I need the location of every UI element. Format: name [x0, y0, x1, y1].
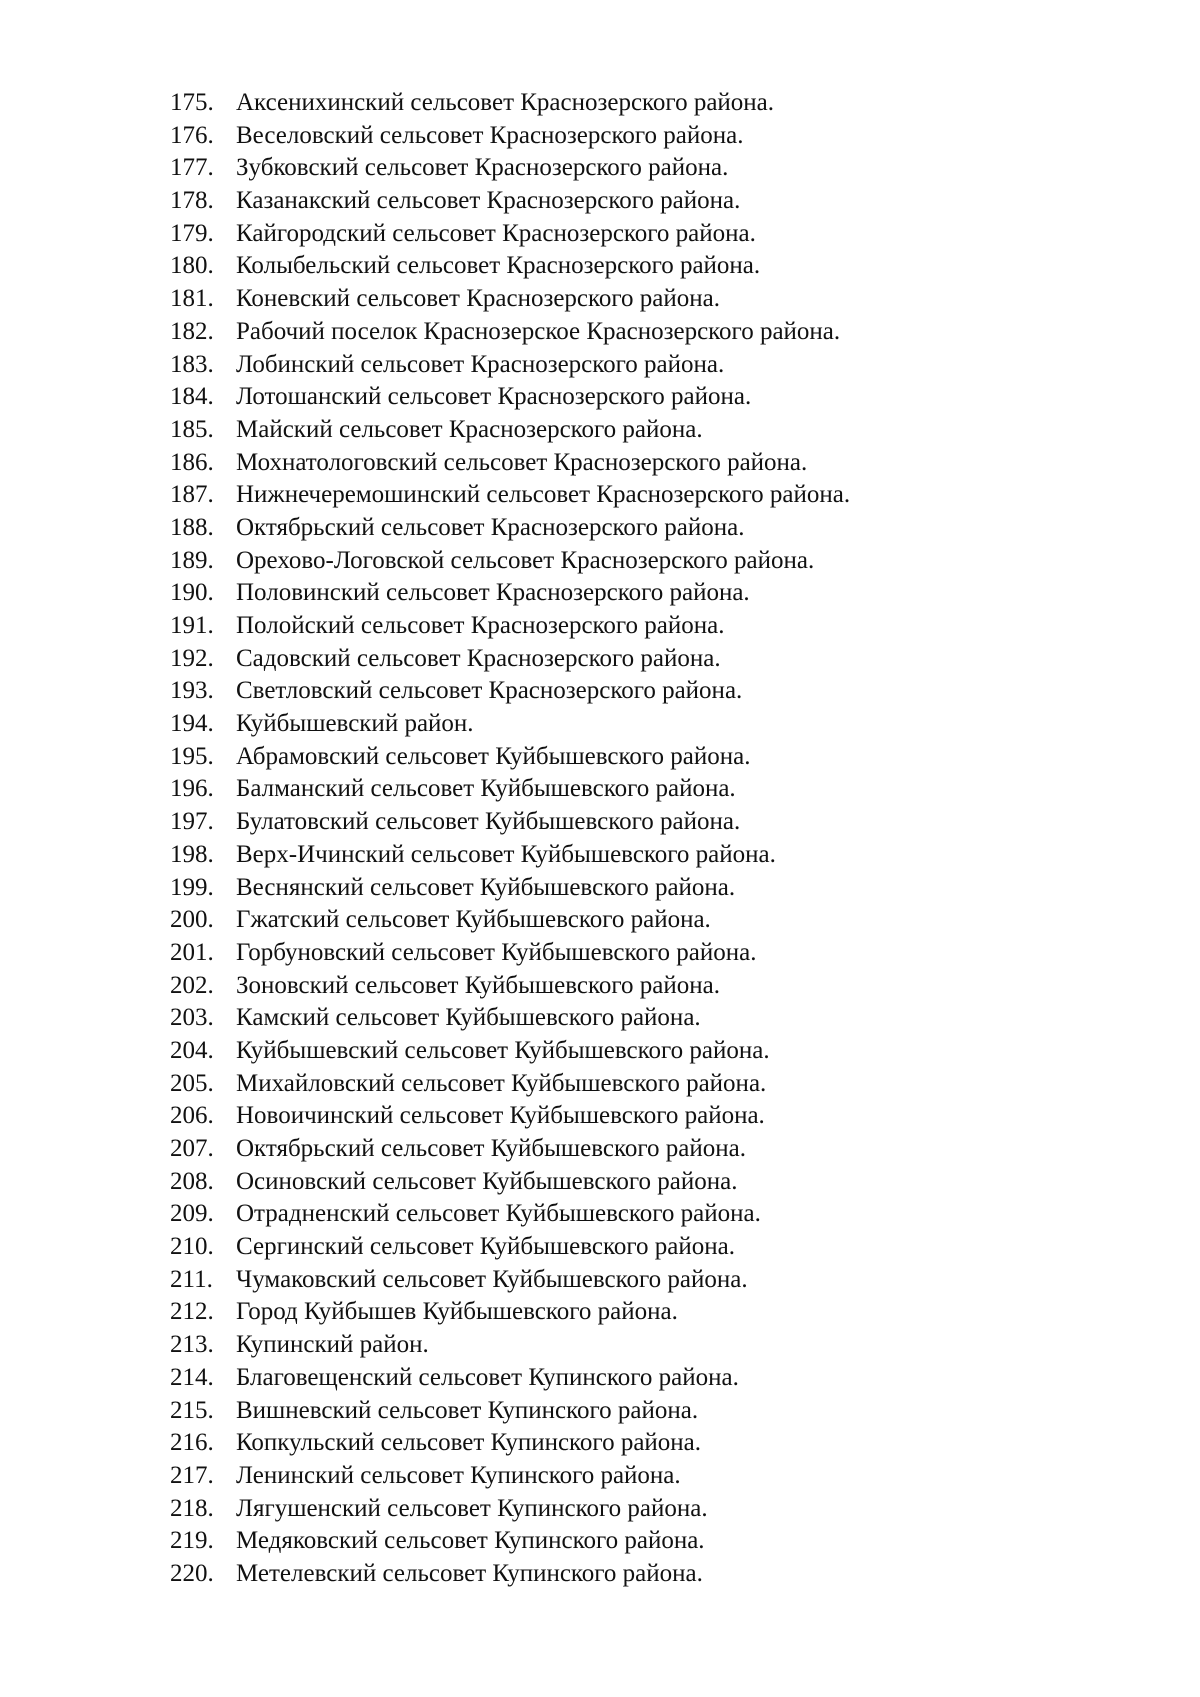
list-item-number: 186. — [170, 448, 214, 476]
list-item-number: 191. — [170, 612, 214, 639]
list-item-number: 205. — [170, 1069, 214, 1097]
list-item-number: 204. — [170, 1036, 214, 1064]
list-item — [170, 1100, 850, 1133]
list-item-text: Камский сельсовет Куйбышевского района. — [236, 1004, 701, 1032]
list-item — [170, 349, 850, 382]
list-item — [170, 1427, 850, 1460]
list-item-number: 193. — [170, 677, 214, 705]
list-item-number: 202. — [170, 971, 214, 999]
list-item-number: 207. — [170, 1135, 214, 1162]
list-item-number: 195. — [170, 742, 214, 770]
list-item — [170, 872, 850, 905]
list-item-text: Медяковский сельсовет Купинского района. — [236, 1527, 705, 1555]
list-item-number: 189. — [170, 546, 214, 574]
list-item-number: 219. — [170, 1527, 214, 1555]
numbered-list — [170, 87, 850, 1591]
list-item — [170, 1493, 850, 1526]
list-item-text: Копкульский сельсовет Купинского района. — [236, 1429, 702, 1457]
list-item — [170, 250, 850, 283]
list-item-number: 177. — [170, 154, 214, 182]
list-item — [170, 1166, 850, 1199]
list-item-text: Ленинский сельсовет Купинского района. — [236, 1461, 681, 1489]
list-item-text: Аксенихинский сельсовет Краснозерского района. — [236, 89, 775, 116]
list-item-text: Зоновский сельсовет Куйбышевского района. — [236, 971, 720, 999]
list-item — [170, 1035, 850, 1068]
list-item-number: 176. — [170, 121, 214, 149]
list-item-number: 200. — [170, 906, 214, 934]
list-item — [170, 1558, 850, 1591]
list-item-text: Куйбышевский район. — [236, 710, 474, 738]
list-item-text: Чумаковский сельсовет Куйбышевского района. — [236, 1265, 748, 1293]
list-item-number: 199. — [170, 873, 214, 901]
list-item-number: 182. — [170, 317, 214, 345]
list-item-number: 210. — [170, 1233, 214, 1261]
list-item — [170, 316, 850, 349]
list-item-text: Балманский сельсовет Куйбышевского района. — [236, 775, 736, 803]
list-item-text: Октябрьский сельсовет Куйбышевского района. — [236, 1135, 746, 1162]
list-item-number: 185. — [170, 415, 214, 443]
list-item-text: Колыбельский сельсовет Краснозерского района. — [236, 252, 761, 280]
list-item — [170, 1525, 850, 1558]
list-item — [170, 1395, 850, 1428]
list-item — [170, 545, 850, 578]
list-item-text: Лягушенский сельсовет Купинского района. — [236, 1494, 708, 1522]
list-item — [170, 937, 850, 970]
list-item-number: 217. — [170, 1461, 214, 1489]
list-item-number: 211. — [170, 1265, 213, 1293]
list-item — [170, 479, 850, 512]
list-item-number: 180. — [170, 252, 214, 280]
list-item-text: Сергинский сельсовет Куйбышевского района. — [236, 1233, 735, 1261]
list-item — [170, 512, 850, 545]
list-item-number: 175. — [170, 89, 214, 116]
list-item — [170, 120, 850, 153]
list-item-text: Кайгородский сельсовет Краснозерского района. — [236, 219, 756, 247]
list-item-text: Булатовский сельсовет Куйбышевского района. — [236, 808, 741, 836]
list-item — [170, 708, 850, 741]
list-item — [170, 1068, 850, 1101]
list-item-text: Майский сельсовет Краснозерского района. — [236, 415, 703, 443]
list-item — [170, 1460, 850, 1493]
list-item-text: Благовещенский сельсовет Купинского района. — [236, 1363, 739, 1391]
list-item-text: Гжатский сельсовет Куйбышевского района. — [236, 906, 711, 934]
list-item — [170, 643, 850, 676]
list-item-number: 213. — [170, 1331, 214, 1359]
list-item-number: 192. — [170, 644, 214, 672]
list-item-text: Купинский район. — [236, 1331, 429, 1359]
list-item-number: 214. — [170, 1363, 214, 1391]
list-item-number: 188. — [170, 513, 214, 541]
list-item-text: Город Куйбышев Куйбышевского района. — [236, 1298, 678, 1326]
list-item-text: Метелевский сельсовет Купинского района. — [236, 1559, 703, 1587]
list-item-number: 208. — [170, 1167, 214, 1195]
list-item-number: 194. — [170, 710, 214, 738]
list-item-number: 220. — [170, 1559, 214, 1587]
list-item-number: 190. — [170, 579, 214, 607]
list-item — [170, 87, 850, 120]
list-item-text: Полойский сельсовет Краснозерского района. — [236, 612, 725, 639]
list-item-number: 215. — [170, 1396, 214, 1424]
list-item — [170, 839, 850, 872]
list-item-text: Половинский сельсовет Краснозерского района. — [236, 579, 750, 607]
list-item — [170, 1296, 850, 1329]
list-item — [170, 1231, 850, 1264]
list-item — [170, 1329, 850, 1362]
list-item-text: Рабочий поселок Краснозерское Краснозерского района. — [236, 317, 841, 345]
list-item-text: Октябрьский сельсовет Краснозерского района. — [236, 513, 745, 541]
list-item-text: Лотошанский сельсовет Краснозерского района. — [236, 383, 752, 411]
list-item-text: Михайловский сельсовет Куйбышевского района. — [236, 1069, 767, 1097]
list-item — [170, 1002, 850, 1035]
list-item-number: 201. — [170, 938, 214, 966]
list-item-number: 183. — [170, 350, 214, 378]
list-item-number: 179. — [170, 219, 214, 247]
list-item — [170, 185, 850, 218]
list-item-text: Верх-Ичинский сельсовет Куйбышевского района. — [236, 840, 776, 868]
list-item-text: Куйбышевский сельсовет Куйбышевского района. — [236, 1036, 770, 1064]
list-item — [170, 577, 850, 610]
list-item-text: Горбуновский сельсовет Куйбышевского района. — [236, 938, 757, 966]
list-item-text: Веснянский сельсовет Куйбышевского района. — [236, 873, 736, 901]
list-item-number: 209. — [170, 1200, 214, 1228]
list-item-text: Светловский сельсовет Краснозерского района. — [236, 677, 743, 705]
list-item-number: 196. — [170, 775, 214, 803]
list-item — [170, 447, 850, 480]
list-item — [170, 152, 850, 185]
list-item — [170, 773, 850, 806]
list-item-text: Лобинский сельсовет Краснозерского района. — [236, 350, 725, 378]
list-item-text: Садовский сельсовет Краснозерского района. — [236, 644, 721, 672]
list-item-text: Отрадненский сельсовет Куйбышевского района. — [236, 1200, 761, 1228]
list-item — [170, 1133, 850, 1166]
list-item — [170, 741, 850, 774]
list-item — [170, 218, 850, 251]
list-item-number: 184. — [170, 383, 214, 411]
list-item-number: 203. — [170, 1004, 214, 1032]
list-item — [170, 610, 850, 643]
list-item-number: 206. — [170, 1102, 214, 1130]
list-item-number: 216. — [170, 1429, 214, 1457]
list-item-number: 212. — [170, 1298, 214, 1326]
list-item — [170, 1362, 850, 1395]
list-item — [170, 1198, 850, 1231]
list-item-text: Мохнатологовский сельсовет Краснозерского района. — [236, 448, 808, 476]
list-item — [170, 675, 850, 708]
list-item-text: Казанакский сельсовет Краснозерского района. — [236, 187, 741, 215]
list-item-number: 187. — [170, 481, 214, 509]
list-item-text: Осиновский сельсовет Куйбышевского района. — [236, 1167, 738, 1195]
list-item-number: 197. — [170, 808, 214, 836]
list-item — [170, 970, 850, 1003]
list-item-text: Вишневский сельсовет Купинского района. — [236, 1396, 699, 1424]
list-item-number: 198. — [170, 840, 214, 868]
list-item-text: Зубковский сельсовет Краснозерского района. — [236, 154, 729, 182]
list-item-text: Коневский сельсовет Краснозерского района. — [236, 285, 720, 313]
list-item — [170, 381, 850, 414]
list-item-text: Новоичинский сельсовет Куйбышевского района. — [236, 1102, 765, 1130]
list-item — [170, 1264, 850, 1297]
list-item — [170, 414, 850, 447]
list-item-text: Веселовский сельсовет Краснозерского района. — [236, 121, 744, 149]
list-item-text: Нижнечеремошинский сельсовет Краснозерского района. — [236, 481, 851, 509]
list-item-number: 181. — [170, 285, 214, 313]
list-item-text: Орехово-Логовской сельсовет Краснозерского района. — [236, 546, 815, 574]
list-item-number: 218. — [170, 1494, 214, 1522]
list-item-text: Абрамовский сельсовет Куйбышевского района. — [236, 742, 751, 770]
list-item — [170, 283, 850, 316]
list-item — [170, 904, 850, 937]
list-item-number: 178. — [170, 187, 214, 215]
list-item — [170, 806, 850, 839]
